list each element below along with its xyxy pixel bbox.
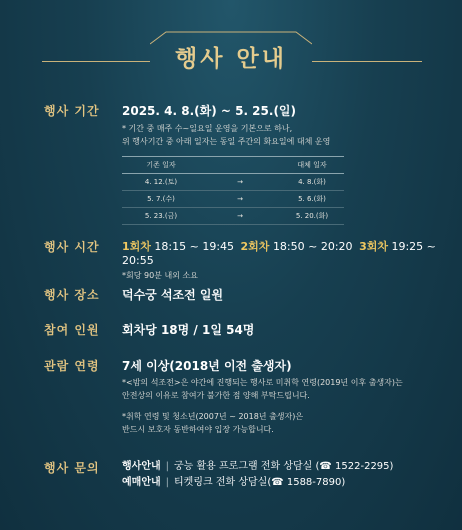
place-value: 덕수궁 석조전 일원 bbox=[122, 288, 224, 302]
period-date: 2025. 4. 8.(화) ~ 5. 25.(일) bbox=[122, 104, 297, 118]
contact-line-ticket bbox=[122, 475, 442, 491]
substitute-date-table bbox=[122, 156, 344, 225]
capacity-content bbox=[122, 321, 442, 338]
session-1-time: 18:15 ~ 19:45 bbox=[154, 240, 235, 253]
age-note-1: *<밤의 석조전>은 야간에 진행되는 행사로 미취학 연령(2019년 이후 출생자)는 bbox=[122, 378, 403, 387]
contact-event-key: 행사안내 bbox=[122, 461, 161, 472]
period-content bbox=[122, 102, 442, 225]
contact-ticket-key: 예매안내 bbox=[122, 477, 161, 488]
time-label: 행사 시간 bbox=[44, 240, 100, 254]
time-content bbox=[122, 238, 442, 282]
table-header-substitute: 대체 일자 bbox=[280, 157, 344, 174]
period-note-2: 위 행사기간 중 아래 일자는 동일 주간의 화요일에 대체 운영 bbox=[122, 137, 331, 146]
age-note-4: 반드시 보호자 동반하여야 입장 가능합니다. bbox=[122, 425, 274, 434]
capacity-label: 참여 인원 bbox=[44, 323, 100, 337]
session-2-time: 18:50 ~ 20:20 bbox=[272, 240, 353, 253]
contact-line-event bbox=[122, 459, 442, 475]
page-title: 행사 안내 bbox=[175, 46, 287, 72]
age-value: 7세 이상(2018년 이전 출생자) bbox=[122, 359, 292, 373]
session-3-name: 3회차 bbox=[359, 240, 388, 253]
table-cell: 5. 7.(수) bbox=[122, 191, 200, 208]
session-3-time: 19:25 ~ 20:55 bbox=[122, 240, 436, 267]
age-content bbox=[122, 357, 442, 436]
contact-content bbox=[122, 459, 442, 491]
separator: | bbox=[165, 477, 170, 488]
table-cell: 4. 8.(화) bbox=[280, 174, 344, 191]
table-row bbox=[122, 208, 344, 225]
table-cell: 5. 6.(화) bbox=[280, 191, 344, 208]
contact-ticket-value: 티켓링크 전화 상담실(☎ 1588-7890) bbox=[174, 477, 346, 488]
place-label: 행사 장소 bbox=[44, 288, 100, 302]
capacity-value: 회차당 18명 / 1일 54명 bbox=[122, 323, 255, 337]
session-1-name: 1회차 bbox=[122, 240, 151, 253]
table-cell: 4. 12.(토) bbox=[122, 174, 200, 191]
session-2-name: 2회차 bbox=[240, 240, 270, 253]
header-line-right bbox=[312, 61, 422, 62]
table-header-arrow bbox=[200, 157, 280, 174]
table-cell: 5. 23.(금) bbox=[122, 208, 200, 225]
table-header-original: 기존 일자 bbox=[122, 157, 200, 174]
contact-event-value: 궁능 활용 프로그램 전화 상담실 (☎ 1522-2295) bbox=[174, 461, 394, 472]
table-row bbox=[122, 191, 344, 208]
table-cell: 5. 20.(화) bbox=[280, 208, 344, 225]
separator: | bbox=[165, 461, 170, 472]
arrow-icon: → bbox=[200, 191, 280, 208]
age-note-3: *취학 연령 및 청소년(2007년 ~ 2018년 출생자)은 bbox=[122, 412, 304, 421]
age-label: 관람 연령 bbox=[44, 359, 100, 373]
place-content bbox=[122, 286, 442, 303]
header-line-left bbox=[42, 61, 150, 62]
contact-label: 행사 문의 bbox=[44, 461, 100, 475]
period-label: 행사 기간 bbox=[44, 104, 100, 118]
period-note-1: * 기간 중 매주 수~일요일 운영을 기본으로 하나, bbox=[122, 124, 293, 133]
header bbox=[0, 26, 462, 86]
session-times bbox=[122, 238, 442, 267]
arrow-icon: → bbox=[200, 174, 280, 191]
arrow-icon: → bbox=[200, 208, 280, 225]
time-note: *회당 90분 내외 소요 bbox=[122, 271, 198, 280]
age-note-2: 안전상의 이유로 참여가 불가한 점 양해 부탁드립니다. bbox=[122, 391, 310, 400]
table-row bbox=[122, 174, 344, 191]
table-header-row bbox=[122, 157, 344, 174]
